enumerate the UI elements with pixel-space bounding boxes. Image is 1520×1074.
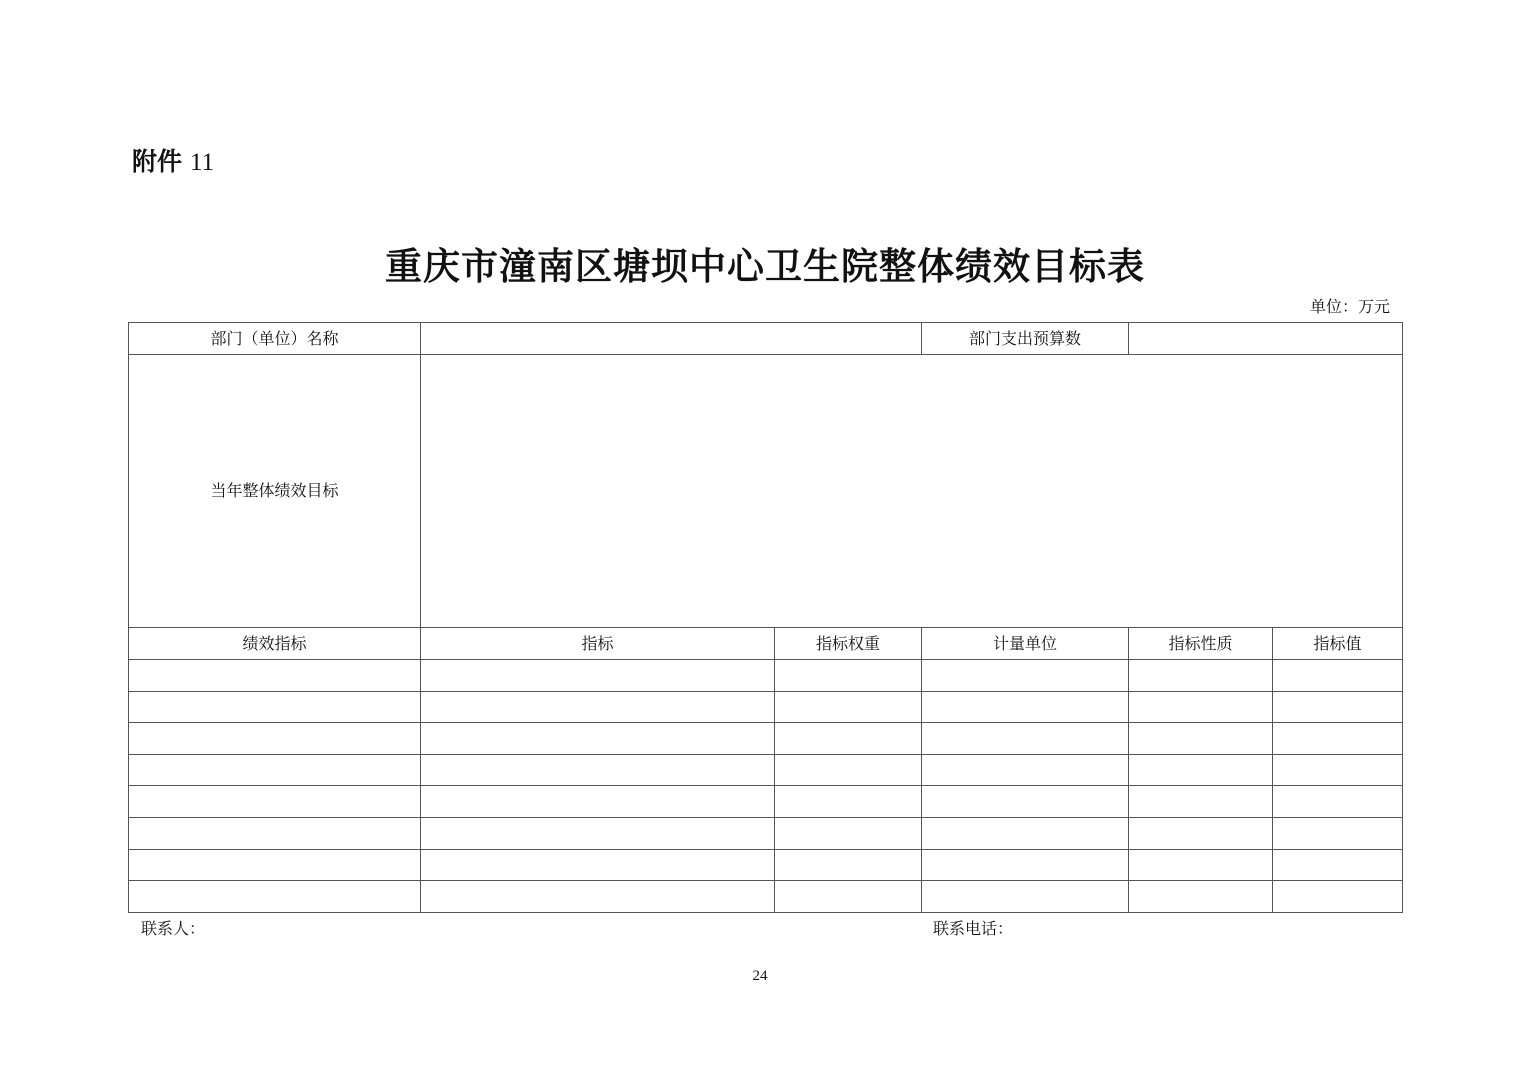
table-cell[interactable]: [129, 850, 421, 881]
table-cell[interactable]: [129, 692, 421, 723]
budget-field[interactable]: [1129, 323, 1403, 355]
table-cell[interactable]: [1273, 723, 1403, 755]
table-row: [129, 692, 1403, 723]
table-cell[interactable]: [129, 755, 421, 786]
table-row: [129, 786, 1403, 818]
table-cell[interactable]: [129, 881, 421, 913]
table-cell[interactable]: [421, 786, 775, 818]
dept-name-field[interactable]: [421, 323, 922, 355]
dept-row: [129, 323, 1403, 355]
table-row: [129, 818, 1403, 850]
table-cell[interactable]: [922, 786, 1129, 818]
performance-target-table: [128, 322, 1403, 913]
dept-name-label: 部门（单位）名称: [129, 323, 421, 355]
column-header: 计量单位: [922, 628, 1129, 660]
table-cell[interactable]: [1273, 755, 1403, 786]
annual-goal-row: [129, 355, 1403, 628]
budget-label: 部门支出预算数: [922, 323, 1129, 355]
table-cell[interactable]: [775, 660, 922, 692]
table-cell[interactable]: [922, 881, 1129, 913]
table-cell[interactable]: [421, 818, 775, 850]
table-cell[interactable]: [421, 881, 775, 913]
table-cell[interactable]: [775, 850, 922, 881]
table-cell[interactable]: [1129, 660, 1273, 692]
table-cell[interactable]: [775, 692, 922, 723]
attachment-text: 附件: [132, 147, 183, 176]
table-row: [129, 881, 1403, 913]
table-cell[interactable]: [1129, 692, 1273, 723]
page-number: 24: [752, 968, 768, 984]
table-cell[interactable]: [922, 850, 1129, 881]
table-cell[interactable]: [1273, 850, 1403, 881]
table-cell[interactable]: [1273, 818, 1403, 850]
table-cell[interactable]: [922, 692, 1129, 723]
attachment-number: 11: [190, 149, 215, 176]
table-cell[interactable]: [922, 818, 1129, 850]
table-row: [129, 723, 1403, 755]
table-cell[interactable]: [421, 850, 775, 881]
table-row: [129, 660, 1403, 692]
table-cell[interactable]: [1273, 692, 1403, 723]
table-cell[interactable]: [775, 786, 922, 818]
table-cell[interactable]: [421, 755, 775, 786]
table-cell[interactable]: [775, 755, 922, 786]
table-cell[interactable]: [1273, 881, 1403, 913]
document-title: 重庆市潼南区塘坝中心卫生院整体绩效目标表: [385, 244, 1145, 288]
table-cell[interactable]: [1129, 786, 1273, 818]
table-cell[interactable]: [421, 660, 775, 692]
annual-goal-field[interactable]: [421, 355, 1403, 628]
table-cell[interactable]: [1129, 850, 1273, 881]
table-cell[interactable]: [1129, 881, 1273, 913]
table-cell[interactable]: [129, 818, 421, 850]
table-cell[interactable]: [1129, 755, 1273, 786]
table-cell[interactable]: [1129, 723, 1273, 755]
column-header: 指标值: [1273, 628, 1403, 660]
table-cell[interactable]: [421, 692, 775, 723]
table-cell[interactable]: [1129, 818, 1273, 850]
contact-person-label: 联系人：: [141, 919, 206, 938]
table-cell[interactable]: [129, 660, 421, 692]
table-cell[interactable]: [922, 660, 1129, 692]
table-row: [129, 850, 1403, 881]
table-cell[interactable]: [1273, 660, 1403, 692]
table-cell[interactable]: [922, 723, 1129, 755]
table-cell[interactable]: [775, 881, 922, 913]
table-row: [129, 755, 1403, 786]
column-header: 指标性质: [1129, 628, 1273, 660]
header-row: [129, 628, 1403, 660]
column-header: 指标: [421, 628, 775, 660]
column-header: 指标权重: [775, 628, 922, 660]
attachment-label: [132, 146, 214, 179]
table-cell[interactable]: [421, 723, 775, 755]
table-cell[interactable]: [775, 723, 922, 755]
unit-label: 单位：万元: [1309, 297, 1390, 316]
annual-goal-label: 当年整体绩效目标: [129, 355, 421, 628]
contact-phone-label: 联系电话：: [933, 919, 1014, 938]
table-cell[interactable]: [775, 818, 922, 850]
table-cell[interactable]: [922, 755, 1129, 786]
column-header: 绩效指标: [129, 628, 421, 660]
table-cell[interactable]: [1273, 786, 1403, 818]
table-cell[interactable]: [129, 786, 421, 818]
table-cell[interactable]: [129, 723, 421, 755]
